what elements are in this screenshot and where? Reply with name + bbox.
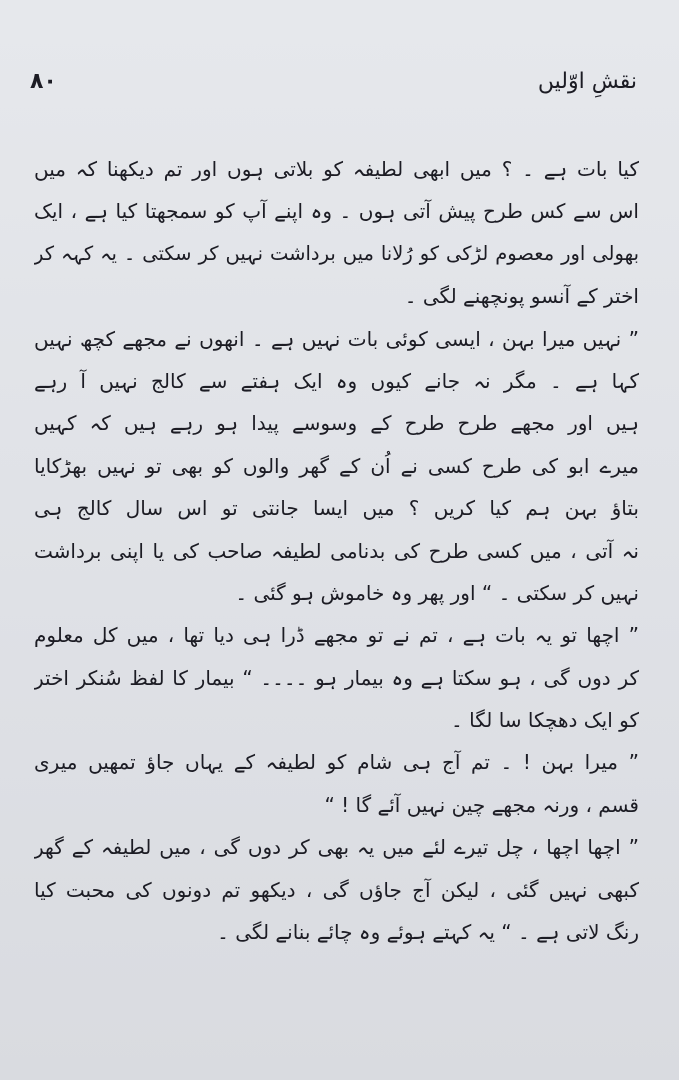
text-line: رنگ لاتی ہے ۔ “ یہ کہتے ہوئے وہ چائے بنانے لگی ۔ <box>217 920 639 945</box>
paragraph-5 <box>34 826 639 953</box>
text-line: کہا ہے ۔ مگر نہ جانے کیوں وہ ایک ہفتے سے کالج نہیں آ رہے <box>34 368 639 393</box>
text-line: کر دوں گی ، ہو سکتا ہے وہ بیمار ہو ۔۔۔۔ “ بیمار کا لفظ سُنکر اختر <box>34 665 639 690</box>
text-line: کبھی نہیں گئی ، لیکن آج جاؤں گی ، دیکھو تم دونوں کی محبت کیا <box>34 877 639 902</box>
text-line: کو ایک دھچکا سا لگا ۔ <box>451 708 639 733</box>
text-line: ” نہیں میرا بہن ، ایسی کوئی بات نہیں ہے ۔ انھوں نے مجھے کچھ نہیں <box>34 326 639 351</box>
text-line: ” اچھا اچھا ، چل تیرے لئے میں یہ بھی کر دوں گی ، میں لطیفہ کے گھر <box>34 835 639 860</box>
paragraph-4 <box>34 741 639 826</box>
text-line: ” میرا بہن ! ۔ تم آج ہی شام کو لطیفہ کے یہاں جاؤ تمھیں میری <box>34 750 639 775</box>
text-line: کیا بات ہے ۔ ؟ میں ابھی لطیفہ کو بلاتی ہوں اور تم دیکھنا کہ میں <box>34 157 639 181</box>
text-line: میرے ابو کی طرح کسی نے اُن کے گھر والوں کو بھی تو نہیں بھڑکایا <box>34 453 639 478</box>
page-header <box>30 62 637 102</box>
paragraph-1 <box>34 148 639 318</box>
running-title: نقشِ اوّلیں <box>537 69 637 94</box>
text-line: بھولی اور معصوم لڑکی کو رُلانا میں برداشت نہیں کر سکتی ۔ یہ کہہ کر <box>34 241 639 265</box>
paragraph-2 <box>34 318 639 615</box>
body-text <box>34 148 639 953</box>
paragraph-3 <box>34 614 639 741</box>
page-number: ۸۰ <box>30 69 57 94</box>
text-line: اختر کے آنسو پونچھنے لگی ۔ <box>404 284 639 309</box>
text-line: اس سے کس طرح پیش آتی ہوں ۔ وہ اپنے آپ کو سمجھتا کیا ہے ، ایک <box>34 199 639 224</box>
text-line: نہیں کر سکتی ۔ “ اور پھر وہ خاموش ہو گئی ۔ <box>235 580 639 605</box>
text-line: نہ آتی ، میں کسی طرح کی بدنامی لطیفہ صاحب کی یا اپنی برداشت <box>34 538 639 563</box>
text-line: بتاؤ بہن ہم کیا کریں ؟ میں ایسا جانتی تو اس سال کالج ہی <box>34 496 639 521</box>
text-line: قسم ، ورنہ مجھے چین نہیں آئے گا ! “ <box>324 792 639 817</box>
text-line: ” اچھا تو یہ بات ہے ، تم نے تو مجھے ڈرا ہی دیا تھا ، میں کل معلوم <box>34 623 639 648</box>
text-line: ہیں اور مجھے طرح طرح کے وسوسے پیدا ہو رہے ہیں کہ کہیں <box>34 411 639 436</box>
